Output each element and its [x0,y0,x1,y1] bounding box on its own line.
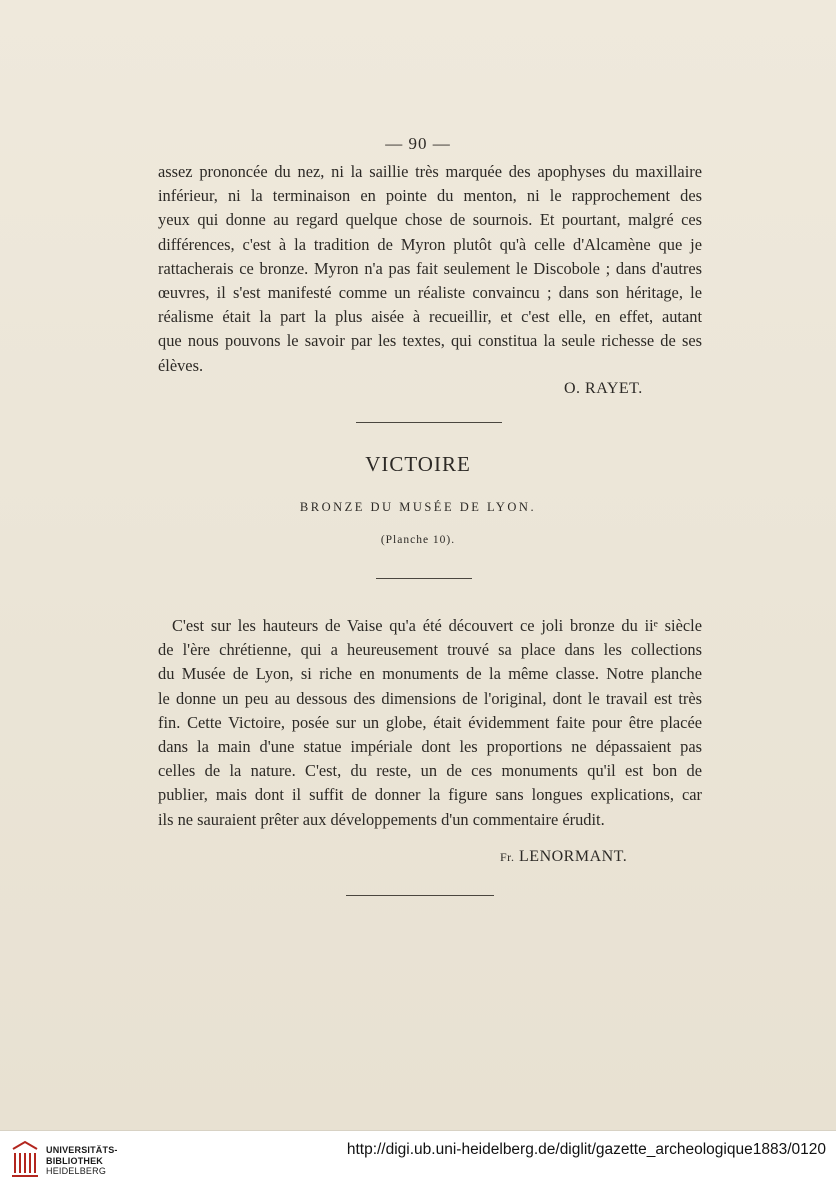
library-name-line1: UNIVERSITÄTS- [46,1145,118,1155]
author-prefix: Fr. [500,850,515,864]
article-title: VICTOIRE [365,452,471,476]
text-line: œuvres, il s'est manifesté comme un réaliste convaincu ; dans son héritage, le [158,283,702,303]
text-line: fin. Cette Victoire, posée sur un globe, était évidemment faite pour être placée [158,712,702,732]
text-line: le donne un peu au dessous des dimensions de l'original, dont le travail est très [158,688,702,708]
section-divider [356,422,502,423]
author-name: LENORMANT. [519,848,628,865]
text-line: inférieur, ni la terminaison en pointe du menton, ni le rapprochement des [158,186,702,206]
article-subtitle: BRONZE DU MUSÉE DE LYON. [299,500,537,514]
text-line: publier, mais dont il suffit de donner la figure sans longues explications, car [158,785,702,805]
text-line: réalisme était la part la plus aisée à recueillir, et c'est elle, en effet, autant [158,307,702,327]
text-line: C'est sur les hauteurs de Vaise qu'a été découvert ce joli bronze du iiᵉ siècle [172,616,702,635]
text-line: rattacherais ce bronze. Myron n'a pas fait seulement le Discobole ; dans d'autres [158,258,702,278]
text-line: yeux qui donne au regard quelque chose de sournois. Et pourtant, malgré ces [158,210,702,230]
library-name-line3: HEIDELBERG [46,1166,107,1176]
text-line: élèves. [158,355,204,375]
text-line: que nous pouvons le savoir par les textes, qui constitua la seule richesse de ses [158,331,702,351]
text-line: du Musée de Lyon, si riche en monuments de la même classe. Notre planche [158,664,702,684]
paragraph-rayet-ending [158,160,702,378]
page-number: — 90 — [385,134,451,153]
author-signature-lenormant [500,848,627,866]
plate-reference: (Planche 10). [380,534,456,546]
text-line: ils ne sauraient prêter aux développements d'un commentaire érudit. [158,809,605,829]
text-line: dans la main d'une statue impériale dont les proportions ne dépassaient pas [158,737,702,757]
heidelberg-library-logo-icon [10,1139,40,1179]
text-line: de l'ère chrétienne, qui a heureusement trouvé sa place dans les collections [158,640,702,660]
permalink-url[interactable]: http://digi.ub.uni-heidelberg.de/diglit/gazette_archeologique1883/0120 [346,1141,826,1158]
title-divider [376,578,472,579]
text-line: différences, c'est à la tradition de Myron plutôt qu'à celle d'Alcamène que je [158,234,702,254]
author-signature-rayet: O. RAYET. [564,380,643,397]
text-line: assez prononcée du nez, ni la saillie très marquée des apophyses du maxillaire [158,162,702,181]
paragraph-victoire [158,614,702,832]
digitization-footer [0,1130,836,1190]
library-logo[interactable] [10,1139,120,1183]
library-name-line2: BIBLIOTHEK [46,1155,103,1166]
end-divider [346,895,494,896]
text-line: celles de la nature. C'est, du reste, un de ces monuments qu'il est bon de [158,761,702,781]
library-name [46,1145,118,1177]
